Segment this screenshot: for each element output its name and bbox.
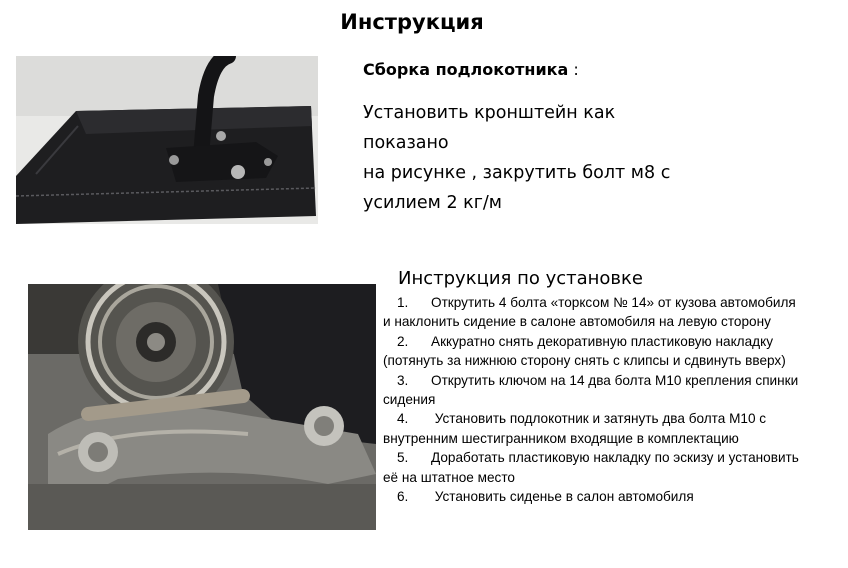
assembly-line: на рисунке , закрутить болт м8 с (363, 163, 671, 183)
install-heading: Инструкция по установке (398, 268, 643, 289)
step-number: 2. (397, 333, 409, 349)
step-number: 4. (397, 411, 409, 427)
assembly-subtitle-suffix: : (568, 60, 579, 79)
step-text-continued: (потянуть за нижнюю сторону снять с клипсы и сдвинуть вверх) (383, 353, 786, 369)
step-text: Открутить 4 болта «торксом № 14» от кузова автомобиля (431, 295, 796, 310)
step-number: 3. (397, 372, 409, 388)
step-text: Доработать пластиковую накладку по эскизу и установить (431, 450, 799, 466)
assembly-line: усилием 2 кг/м (363, 193, 503, 213)
assembly-subtitle-bold: Сборка подлокотника (363, 60, 569, 79)
list-item (383, 371, 838, 410)
step-number: 1. (397, 295, 409, 310)
step-text-continued: сидения (383, 392, 436, 408)
step-text-continued: её на штатное место (383, 469, 515, 485)
list-item (383, 332, 838, 371)
step-number: 6. (397, 489, 409, 505)
step-text: Открутить ключом на 14 два болта М10 крепления спинки (431, 372, 799, 388)
step-number: 5. (397, 450, 409, 466)
step-text: Аккуратно снять декоративную пластиковую накладку (431, 333, 774, 349)
armrest-photo (16, 56, 318, 224)
list-item (383, 409, 838, 448)
step-text-continued: внутренним шестигранником входящие в комплектацию (383, 430, 739, 446)
list-item (383, 487, 838, 506)
seat-mount-photo (28, 284, 376, 530)
assembly-description (363, 98, 703, 218)
install-steps-list (383, 293, 838, 506)
step-text-continued: и наклонить сидение в салоне автомобиля на левую сторону (383, 314, 771, 330)
list-item (383, 293, 838, 332)
assembly-subtitle (363, 60, 579, 79)
list-item (383, 448, 838, 487)
assembly-line: Установить кронштейн как показано (363, 103, 616, 153)
step-text: Установить сиденье в салон автомобиля (431, 489, 694, 505)
page-title: Инструкция (340, 10, 484, 34)
step-text: Установить подлокотник и затянуть два болта М10 с (431, 411, 767, 427)
